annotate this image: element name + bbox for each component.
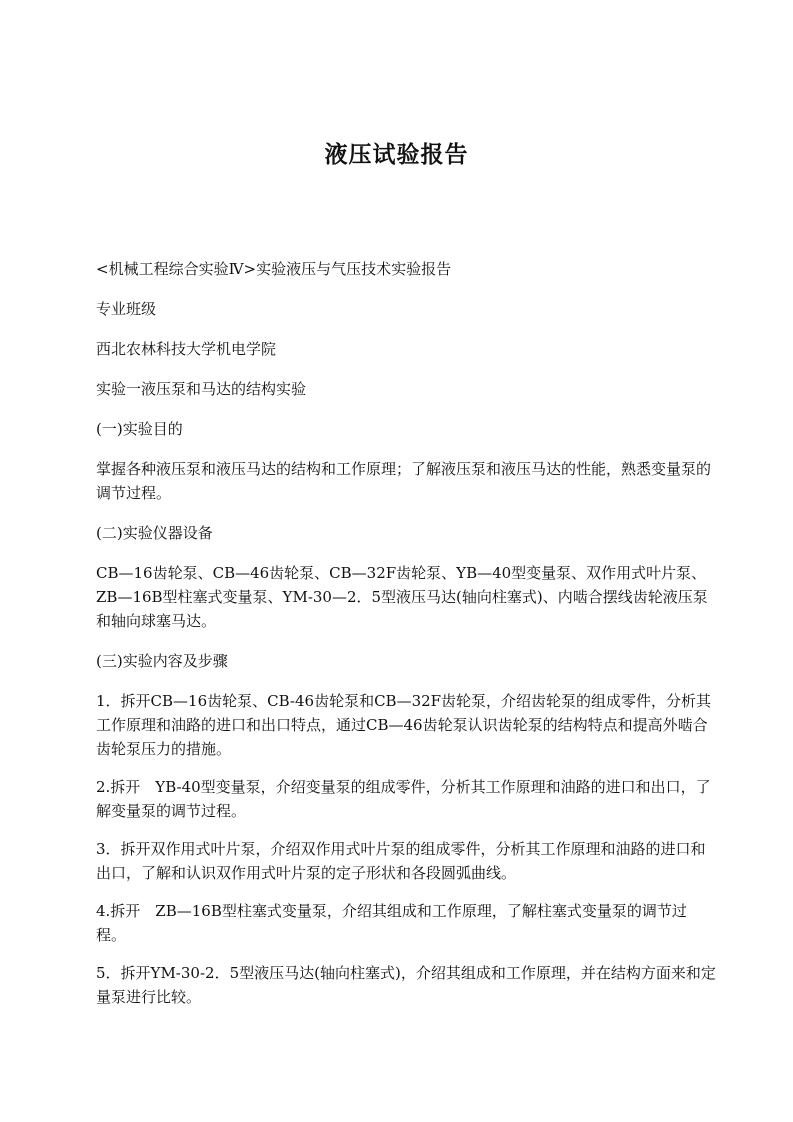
class-line: 专业班级 [96, 300, 157, 318]
section-heading-steps: (三)实验内容及步骤 [96, 652, 228, 670]
equipment-paragraph: CB—16齿轮泵、CB—46齿轮泵、CB—32F齿轮泵、YB—40型变量泵、双作用式叶片泵、ZB—16B型柱塞式变量泵、YM-30—2．5型液压马达(轴向柱塞式)、内啮合摆线齿轮液压泵和轴向球塞马达。 [96, 564, 708, 630]
section-heading-equipment: (二)实验仪器设备 [96, 524, 213, 542]
institution-line: 西北农林科技大学机电学院 [96, 340, 277, 358]
step-4-paragraph: 4.拆开 ZB—16B型柱塞式变量泵，介绍其组成和工作原理，了解柱塞式变量泵的调节过程。 [96, 902, 687, 944]
course-report-line: <机械工程综合实验Ⅳ>实验液压与气压技术实验报告 [96, 260, 452, 278]
step-1-paragraph: 1．拆开CB—16齿轮泵、CB-46齿轮泵和CB—32F齿轮泵，介绍齿轮泵的组成零件，分析其工作原理和油路的进口和出口特点，通过CB—46齿轮泵认识齿轮泵的结构特点和提高外啮合齿轮泵压力的措施。 [96, 692, 712, 758]
step-5-paragraph: 5．拆开YM-30-2．5型液压马达(轴向柱塞式)，介绍其组成和工作原理，并在结构方面来和定量泵进行比较。 [96, 964, 716, 1006]
step-3-paragraph: 3．拆开双作用式叶片泵，介绍双作用式叶片泵的组成零件，分析其工作原理和油路的进口和出口，了解和认识双作用式叶片泵的定子形状和各段圆弧曲线。 [96, 840, 706, 882]
document-body [96, 257, 716, 1023]
section-heading-purpose: (一)实验目的 [96, 420, 183, 438]
experiment-heading: 实验一液压泵和马达的结构实验 [96, 380, 307, 398]
document-title: 液压试验报告 [324, 142, 469, 168]
purpose-paragraph: 掌握各种液压泵和液压马达的结构和工作原理；了解液压泵和液压马达的性能，熟悉变量泵的调节过程。 [96, 460, 712, 502]
step-2-paragraph: 2.拆开 YB-40型变量泵，介绍变量泵的组成零件，分析其工作原理和油路的进口和出口，了解变量泵的调节过程。 [96, 778, 711, 820]
